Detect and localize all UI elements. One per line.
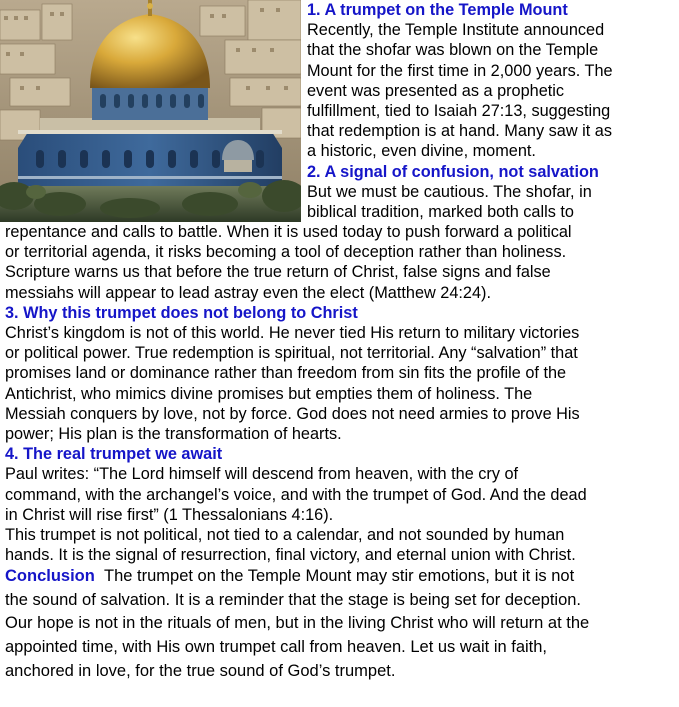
section-3-line: Antichrist, who mimics divine promises but empties them of holiness. The [5, 384, 533, 403]
section-2-line: Scripture warns us that before the true return of Christ, false signs and false [5, 263, 551, 282]
section-2-line: or territorial agenda, it risks becoming a tool of deception rather than holiness. [5, 243, 567, 262]
section-3-line: Messiah conquers by love, not by force. God does not need armies to prove His [5, 404, 580, 423]
conclusion-text: The trumpet on the Temple Mount may stir emotions, but it is not [104, 567, 575, 586]
section-3-line: power; His plan is the transformation of hearts. [5, 424, 342, 443]
conclusion-label: Conclusion [5, 567, 95, 586]
conclusion-line: Our hope is not in the rituals of men, but in the living Christ who will return at the [5, 614, 590, 633]
section-4-line: hands. It is the signal of resurrection, final victory, and eternal union with Christ. [5, 546, 576, 565]
section-1-line: a historic, even divine, moment. [307, 142, 536, 161]
section-1-line: event was presented as a prophetic [307, 81, 565, 100]
section-4-heading: 4. The real trumpet we await [5, 445, 223, 464]
section-1-line: that redemption is at hand. Many saw it as [307, 122, 612, 141]
article-body [5, 0, 675, 683]
section-3-line: or political power. True redemption is spiritual, not territorial. Any “salvation” that [5, 344, 578, 363]
section-3-line: promises land or dominance rather than freedom from sin fits the profile of the [5, 364, 567, 383]
section-1-line: that the shofar was blown on the Temple [307, 41, 599, 60]
conclusion [5, 565, 675, 683]
section-1-line: Recently, the Temple Institute announced [307, 21, 605, 40]
section-4-line: Paul writes: “The Lord himself will descend from heaven, with the cry of [5, 465, 519, 484]
conclusion-line: the sound of salvation. It is a reminder that the stage is being set for deception. [5, 590, 582, 609]
conclusion-line: appointed time, with His own trumpet call from heaven. Let us wait in faith, [5, 638, 548, 657]
section-1-line: Mount for the first time in 2,000 years. The [307, 61, 613, 80]
section-4-line: This trumpet is not political, not tied to a calendar, and not sounded by human [5, 525, 565, 544]
section-2-line: repentance and calls to battle. When it is used today to push forward a political [5, 223, 572, 242]
conclusion-first-line [5, 565, 675, 589]
section-1-heading: 1. A trumpet on the Temple Mount [307, 1, 568, 19]
section-2-line: messiahs will appear to lead astray even the elect (Matthew 24:24). [5, 283, 491, 302]
section-2-heading: 2. A signal of confusion, not salvation [307, 162, 599, 181]
section-2-line: But we must be cautious. The shofar, in [307, 182, 592, 201]
section-3-line: Christ’s kingdom is not of this world. He never tied His return to military victories [5, 324, 580, 342]
section-2-line: biblical tradition, marked both calls to [307, 202, 574, 221]
section-4-line: command, with the archangel’s voice, and with the trumpet of God. And the dead [5, 485, 587, 504]
conclusion-line: anchored in love, for the true sound of God’s trumpet. [5, 661, 396, 680]
section-1-line: fulfillment, tied to Isaiah 27:13, suggesting [307, 101, 611, 120]
section-4-line: in Christ will rise first” (1 Thessalonians 4:16). [5, 505, 334, 524]
section-3-heading: 3. Why this trumpet does not belong to Christ [5, 303, 358, 322]
